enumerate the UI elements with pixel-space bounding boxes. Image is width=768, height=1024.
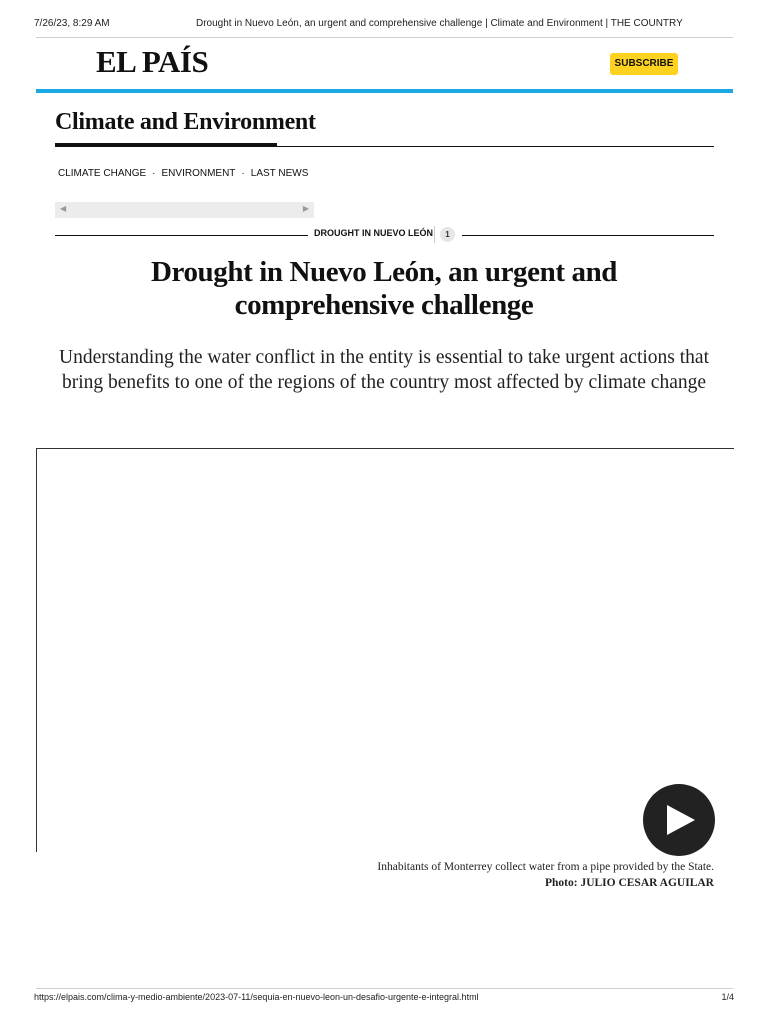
subnav-link-last-news[interactable]: LAST NEWS (250, 168, 309, 179)
tag-rule-right (462, 235, 714, 236)
print-date: 7/26/23, 8:29 AM (34, 18, 110, 29)
video-player[interactable] (36, 448, 734, 852)
article-headline: Drought in Nuevo León, an urgent and comprehensive challenge (150, 256, 618, 321)
horizontal-scrollbar[interactable] (55, 202, 314, 218)
subnav-separator: · (152, 168, 156, 179)
footer-divider (36, 988, 733, 989)
scroll-right-icon[interactable]: ▶ (302, 204, 309, 213)
play-icon (667, 805, 695, 835)
page-number: 1/4 (721, 992, 734, 1002)
header-divider (36, 37, 733, 38)
photo-credit: Photo: JULIO CESAR AGUILAR (544, 877, 714, 889)
media-caption (377, 859, 714, 891)
tag-count-badge[interactable]: 1 (440, 227, 455, 242)
tag-rule-left (55, 235, 308, 236)
article-subheadline: Understanding the water conflict in the entity is essential to take urgent actions that bring benefits to one of the regions of the country most affected by climate change (58, 347, 709, 393)
topic-tag[interactable]: DROUGHT IN NUEVO LEÓN (314, 228, 434, 238)
scroll-left-icon[interactable]: ◀ (60, 204, 67, 213)
subnav-separator: · (241, 168, 245, 179)
section-subnav (58, 168, 308, 179)
masthead-accent-bar (36, 89, 733, 93)
subnav-link-environment[interactable]: ENVIRONMENT (161, 168, 236, 179)
el-pais-logo[interactable]: EL PAÍS (96, 44, 209, 79)
print-header (34, 18, 734, 32)
subscribe-button[interactable]: SUBSCRIBE (610, 53, 678, 75)
section-underline (55, 143, 277, 147)
section-rule (277, 146, 714, 147)
subnav-link-climate-change[interactable]: CLIMATE CHANGE (58, 168, 147, 179)
section-title[interactable]: Climate and Environment (55, 109, 316, 135)
print-url: https://elpais.com/clima-y-medio-ambiente/2023-07-11/sequia-en-nuevo-leon-un-desafio-urgente-e-integral.html (34, 992, 479, 1002)
tag-divider (434, 226, 435, 243)
print-document-title: Drought in Nuevo León, an urgent and comprehensive challenge | Climate and Environment | THE COUNTRY (196, 18, 683, 29)
play-button[interactable] (643, 784, 715, 856)
caption-text: Inhabitants of Monterrey collect water from a pipe provided by the State. (377, 861, 714, 873)
